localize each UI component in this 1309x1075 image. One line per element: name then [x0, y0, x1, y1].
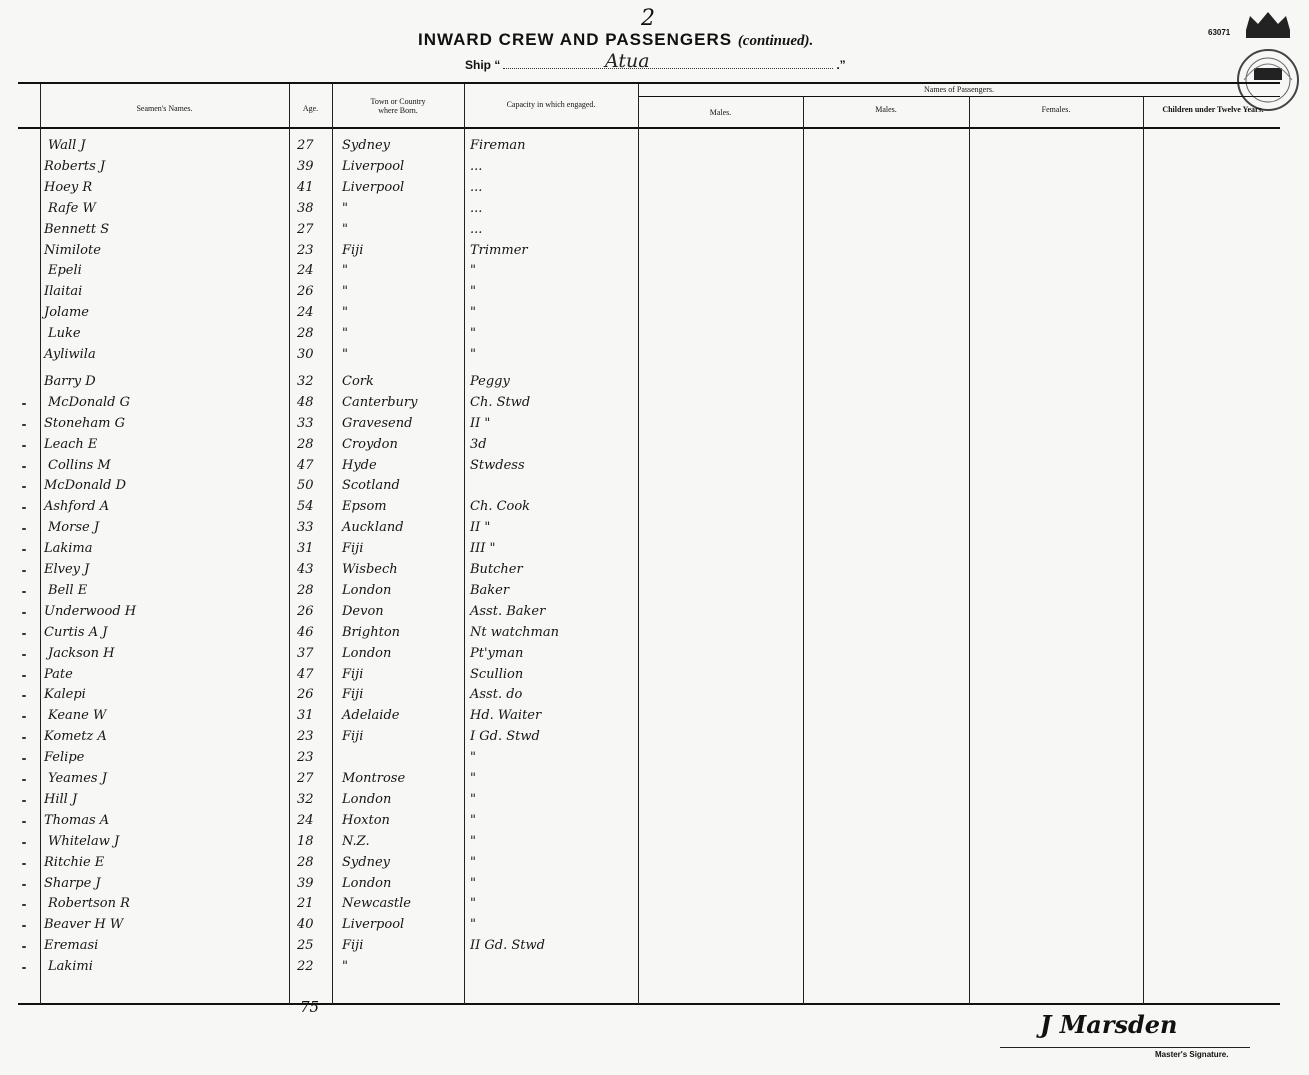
ship-row — [465, 58, 865, 72]
crew-age: 47 — [297, 458, 314, 473]
master-signature: J Marsden — [1040, 1010, 1178, 1039]
crew-born: Gravesend — [342, 416, 413, 431]
ship-name-handwritten: Atua — [605, 50, 650, 72]
crew-age: 33 — [297, 520, 314, 535]
row-tick-mark — [22, 424, 26, 426]
crew-name: Stoneham G — [44, 416, 125, 431]
crew-born: Adelaide — [342, 708, 400, 723]
crew-name: Rafe W — [48, 201, 96, 216]
crew-capacity: " — [470, 305, 476, 320]
crew-capacity: II " — [470, 520, 491, 535]
crew-capacity: 3d — [470, 437, 487, 452]
header-bottom-rule — [18, 127, 1280, 129]
row-tick-mark — [22, 695, 26, 697]
header-capacity: Capacity in which engaged. — [506, 100, 596, 109]
crew-capacity: " — [470, 917, 476, 932]
crew-age: 38 — [297, 201, 314, 216]
crew-name: Whitelaw J — [48, 834, 120, 849]
header-age: Age. — [302, 104, 319, 113]
crew-name: Nimilote — [44, 243, 101, 258]
header-town-line2: where Born. — [378, 106, 418, 115]
row-tick-mark — [22, 967, 26, 969]
crew-capacity: Asst. Baker — [470, 604, 546, 619]
crew-born: Montrose — [342, 771, 406, 786]
crew-age: 25 — [297, 938, 314, 953]
crew-born: Liverpool — [342, 159, 405, 174]
crew-age: 33 — [297, 416, 314, 431]
crew-name: Underwood H — [44, 604, 137, 619]
col-divider-2 — [289, 84, 290, 1004]
crew-capacity: " — [470, 813, 476, 828]
crew-name: Yeames J — [48, 771, 107, 786]
crew-born: London — [342, 876, 392, 891]
crew-name: Robertson R — [48, 896, 130, 911]
crew-capacity: " — [470, 855, 476, 870]
crew-name: Beaver H W — [44, 917, 124, 932]
crew-capacity: " — [470, 896, 476, 911]
crew-born: " — [342, 284, 348, 299]
crew-born: Auckland — [342, 520, 404, 535]
row-tick-mark — [22, 800, 26, 802]
crew-name: Barry D — [44, 374, 96, 389]
row-tick-mark — [22, 612, 26, 614]
crew-name: Jackson H — [48, 646, 115, 661]
master-signature-label: Master's Signature. — [1155, 1050, 1229, 1059]
crew-name: Ayliwila — [44, 347, 96, 362]
crew-age: 23 — [297, 729, 314, 744]
header-females: Females. — [1041, 105, 1071, 114]
ship-close-quote: .” — [836, 58, 846, 72]
crew-born: Fiji — [342, 667, 364, 682]
crew-age: 26 — [297, 604, 314, 619]
crew-age: 21 — [297, 896, 314, 911]
crew-age: 28 — [297, 326, 314, 341]
row-tick-mark — [22, 946, 26, 948]
crew-born: Newcastle — [342, 896, 411, 911]
crew-name: Lakimi — [48, 959, 93, 974]
crew-age: 40 — [297, 917, 314, 932]
form-title-main: INWARD CREW AND PASSENGERS — [418, 30, 733, 49]
col-divider-8 — [1143, 96, 1144, 1004]
crew-age: 48 — [297, 395, 314, 410]
crew-name: Bennett S — [44, 222, 110, 237]
crew-age: 54 — [297, 499, 314, 514]
crew-name: Roberts J — [44, 159, 106, 174]
crew-capacity: " — [470, 771, 476, 786]
crew-born: Brighton — [342, 625, 401, 640]
row-tick-mark — [22, 925, 26, 927]
row-tick-mark — [22, 675, 26, 677]
row-tick-mark — [22, 758, 26, 760]
crew-capacity: II " — [470, 416, 491, 431]
signature-line — [1000, 1047, 1250, 1048]
row-tick-mark — [22, 654, 26, 656]
row-tick-mark — [22, 842, 26, 844]
col-divider-5 — [638, 84, 639, 1004]
crew-capacity: Asst. do — [470, 687, 523, 702]
row-tick-mark — [22, 528, 26, 530]
crew-age: 28 — [297, 855, 314, 870]
crew-age: 27 — [297, 771, 314, 786]
crew-name: Luke — [48, 326, 81, 341]
crew-age: 27 — [297, 222, 314, 237]
crew-age: 24 — [297, 813, 314, 828]
crew-born: Devon — [342, 604, 384, 619]
crew-name: Pate — [44, 667, 73, 682]
crew-name: Elvey J — [44, 562, 90, 577]
row-tick-mark — [22, 737, 26, 739]
crew-age: 39 — [297, 876, 314, 891]
crew-born: " — [342, 201, 348, 216]
crew-age: 43 — [297, 562, 314, 577]
crew-age: 23 — [297, 243, 314, 258]
crew-capacity: III " — [470, 541, 496, 556]
row-tick-mark — [22, 779, 26, 781]
ship-dotted-line — [503, 58, 833, 69]
crew-name: Epeli — [48, 263, 82, 278]
header-town — [332, 97, 464, 115]
crew-name: Keane W — [48, 708, 107, 723]
crew-capacity: Trimmer — [470, 243, 528, 258]
crew-born: Cork — [342, 374, 374, 389]
form-code: 63071 — [1208, 28, 1231, 37]
crew-born: Fiji — [342, 938, 364, 953]
col-divider-1 — [40, 84, 41, 1004]
crew-capacity: Baker — [470, 583, 510, 598]
crew-capacity: " — [470, 750, 476, 765]
passenger-subheader-rule — [638, 96, 1280, 97]
crew-born: " — [342, 326, 348, 341]
header-children: Children under Twelve Years. — [1162, 105, 1264, 114]
crew-capacity: Ch. Stwd — [470, 395, 531, 410]
row-tick-mark — [22, 633, 26, 635]
row-tick-mark — [22, 821, 26, 823]
crew-age: 46 — [297, 625, 314, 640]
crew-capacity: ... — [470, 201, 483, 216]
crown-seal-icon — [1232, 8, 1304, 116]
crew-age: 28 — [297, 437, 314, 452]
crew-capacity: ... — [470, 159, 483, 174]
crew-name: Hoey R — [44, 180, 93, 195]
row-tick-mark — [22, 549, 26, 551]
crew-name: Sharpe J — [44, 876, 101, 891]
crew-capacity: " — [470, 792, 476, 807]
crew-born: N.Z. — [342, 834, 370, 849]
crew-age: 27 — [297, 138, 314, 153]
crew-born: " — [342, 347, 348, 362]
crew-name: Hill J — [44, 792, 78, 807]
crew-name: Ashford A — [44, 499, 110, 514]
crew-born: Liverpool — [342, 917, 405, 932]
crew-born: Hoxton — [342, 813, 390, 828]
crew-born: " — [342, 222, 348, 237]
crew-name: Kometz A — [44, 729, 107, 744]
crew-age: 41 — [297, 180, 314, 195]
crew-name: Leach E — [44, 437, 98, 452]
crew-age: 26 — [297, 284, 314, 299]
row-tick-mark — [22, 507, 26, 509]
row-tick-mark — [22, 403, 26, 405]
crew-age: 37 — [297, 646, 314, 661]
crew-capacity: Butcher — [470, 562, 523, 577]
crew-name: Morse J — [48, 520, 100, 535]
form-title — [418, 30, 898, 50]
crew-name: Eremasi — [44, 938, 99, 953]
row-tick-mark — [22, 445, 26, 447]
crew-capacity: Hd. Waiter — [470, 708, 542, 723]
total-count-handwritten: 75 — [300, 998, 320, 1016]
crew-born: Scotland — [342, 478, 400, 493]
ship-label: Ship “ — [465, 58, 501, 72]
crew-capacity: Fireman — [470, 138, 526, 153]
col-divider-7 — [969, 96, 970, 1004]
crew-capacity: ... — [470, 222, 483, 237]
crew-capacity: " — [470, 263, 476, 278]
crew-born: Fiji — [342, 687, 364, 702]
crew-name: McDonald G — [48, 395, 130, 410]
crew-born: " — [342, 263, 348, 278]
crew-capacity: I Gd. Stwd — [470, 729, 540, 744]
crew-name: Bell E — [48, 583, 88, 598]
crew-name: Kalepi — [44, 687, 86, 702]
crew-born: " — [342, 959, 348, 974]
crew-age: 39 — [297, 159, 314, 174]
crew-name: Thomas A — [44, 813, 110, 828]
crew-born: Liverpool — [342, 180, 405, 195]
crew-capacity: II Gd. Stwd — [470, 938, 545, 953]
crew-capacity: ... — [470, 180, 483, 195]
row-tick-mark — [22, 904, 26, 906]
crew-born: Sydney — [342, 138, 390, 153]
row-tick-mark — [22, 716, 26, 718]
crew-born: Croydon — [342, 437, 398, 452]
crew-born: Hyde — [342, 458, 377, 473]
crew-age: 26 — [297, 687, 314, 702]
table-bottom-rule — [18, 1003, 1280, 1005]
crew-capacity: Nt watchman — [470, 625, 559, 640]
page-number-handwritten: 2 — [641, 6, 655, 31]
crew-capacity: " — [470, 326, 476, 341]
crew-born: Epsom — [342, 499, 387, 514]
crew-name: McDonald D — [44, 478, 126, 493]
header-town-line1: Town or Country — [370, 97, 426, 106]
row-tick-mark — [22, 466, 26, 468]
crew-age: 32 — [297, 374, 314, 389]
row-tick-mark — [22, 863, 26, 865]
crew-capacity: Scullion — [470, 667, 524, 682]
col-divider-4 — [464, 84, 465, 1004]
crew-capacity: " — [470, 834, 476, 849]
crew-name: Ritchie E — [44, 855, 105, 870]
crew-name: Felipe — [44, 750, 85, 765]
crew-capacity: Pt'yman — [470, 646, 524, 661]
crew-capacity: Stwdess — [470, 458, 525, 473]
row-tick-mark — [22, 570, 26, 572]
crew-age: 31 — [297, 708, 314, 723]
crew-age: 50 — [297, 478, 314, 493]
row-tick-mark — [22, 486, 26, 488]
crew-age: 28 — [297, 583, 314, 598]
crew-age: 47 — [297, 667, 314, 682]
crew-age: 30 — [297, 347, 314, 362]
crew-age: 24 — [297, 305, 314, 320]
header-males-2: Males. — [875, 105, 897, 114]
header-males-1: Males. — [709, 108, 732, 117]
crew-name: Jolame — [44, 305, 89, 320]
col-divider-6 — [803, 96, 804, 1004]
header-names-of-passengers: Names of Passengers. — [924, 85, 994, 94]
crew-born: Fiji — [342, 243, 364, 258]
crew-born: Sydney — [342, 855, 390, 870]
crew-name: Collins M — [48, 458, 111, 473]
crew-born: Fiji — [342, 729, 364, 744]
crew-born: Canterbury — [342, 395, 418, 410]
crew-capacity: " — [470, 284, 476, 299]
crew-born: Fiji — [342, 541, 364, 556]
crew-age: 18 — [297, 834, 314, 849]
crew-age: 31 — [297, 541, 314, 556]
crew-capacity: " — [470, 347, 476, 362]
crew-name: Lakima — [44, 541, 93, 556]
crew-name: Wall J — [48, 138, 86, 153]
crew-age: 32 — [297, 792, 314, 807]
crew-born: " — [342, 305, 348, 320]
form-title-continued: (continued). — [737, 33, 814, 49]
col-divider-3 — [332, 84, 333, 1004]
crew-age: 22 — [297, 959, 314, 974]
row-tick-mark — [22, 591, 26, 593]
row-tick-mark — [22, 884, 26, 886]
crew-age: 24 — [297, 263, 314, 278]
header-seamens-names: Seamen's Names. — [136, 104, 193, 113]
crew-name: Ilaitai — [44, 284, 83, 299]
crew-age: 23 — [297, 750, 314, 765]
crew-capacity: " — [470, 876, 476, 891]
crew-born: London — [342, 646, 392, 661]
crew-born: London — [342, 792, 392, 807]
crew-capacity: Ch. Cook — [470, 499, 531, 514]
crew-name: Curtis A J — [44, 625, 108, 640]
table-top-rule — [18, 82, 1280, 84]
crew-born: Wisbech — [342, 562, 398, 577]
crew-born: London — [342, 583, 392, 598]
crew-capacity: Peggy — [470, 374, 510, 389]
